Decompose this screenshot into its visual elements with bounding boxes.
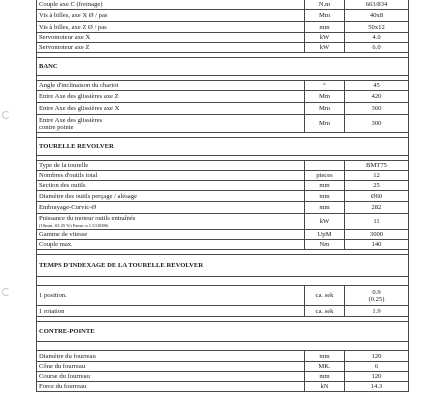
row-unit: mm — [305, 372, 345, 382]
row-label-line: Puissance du moteur outils entraînés — [39, 214, 136, 222]
row-value: 1.9 — [345, 306, 409, 317]
row-unit: Mm — [305, 91, 345, 103]
table-row — [37, 33, 409, 43]
row-value: 25 — [345, 181, 409, 191]
row-label: Entre Axe des glissières axe X — [37, 103, 305, 115]
table-row — [37, 191, 409, 202]
row-unit: kW — [305, 43, 345, 53]
row-value: 120 — [345, 351, 409, 362]
row-unit: kN — [305, 382, 345, 392]
row-unit: mm — [305, 202, 345, 214]
row-value: Ø60 — [345, 191, 409, 202]
table-row — [37, 181, 409, 191]
row-value: 11 — [345, 214, 409, 230]
row-label: Embrayage-Curvic-Ø — [37, 202, 305, 214]
row-label: Section des outils — [37, 181, 305, 191]
row-label: Angle d'inclinaison du chariot — [37, 81, 305, 91]
section-title-tourelle: TOURELLE REVOLVER — [37, 138, 409, 156]
table-row — [37, 0, 409, 10]
row-unit: mm — [305, 191, 345, 202]
table-row — [37, 306, 409, 317]
row-unit — [305, 161, 345, 171]
row-label-line: Entre Axe des glissières — [39, 116, 103, 124]
table-row — [37, 214, 409, 230]
row-unit: mm — [305, 22, 345, 33]
row-unit: Mm — [305, 115, 345, 133]
row-value: 4.0 — [345, 33, 409, 43]
table-row — [37, 103, 409, 115]
row-value: 663/834 — [345, 0, 409, 10]
row-value: 6.0 — [345, 43, 409, 53]
table-row — [37, 286, 409, 306]
section-title-contre-pointe: CONTRE-POINTE — [37, 322, 409, 342]
row-unit: kW — [305, 33, 345, 43]
row-value: 12 — [345, 171, 409, 181]
row-unit: mm — [305, 181, 345, 191]
row-label: Course du fourreau — [37, 372, 305, 382]
row-unit: N.m — [305, 0, 345, 10]
row-unit: Mm — [305, 10, 345, 22]
row-label: Gamme de vitesse — [37, 230, 305, 240]
row-label: Servomoteur axe Z — [37, 43, 305, 53]
row-label: Vis à billes, axe Z Ø / pas — [37, 22, 305, 33]
row-label-note: (10min.,S3 25 %) Fanuc α 1.5/10000i — [39, 222, 109, 228]
row-label: Servomoteur axe X — [37, 33, 305, 43]
row-value: 40x8 — [345, 10, 409, 22]
section-header-row — [37, 138, 409, 156]
row-value-line: 0.9 — [372, 288, 381, 296]
row-label-line: contre pointe — [39, 123, 74, 131]
row-unit: pieces — [305, 171, 345, 181]
table-row — [37, 230, 409, 240]
row-value: 45 — [345, 81, 409, 91]
row-value: 50x12 — [345, 22, 409, 33]
punch-hole-mark — [2, 288, 10, 296]
table-row — [37, 81, 409, 91]
row-label: Cône du fourreau — [37, 362, 305, 372]
row-label: Couple max. — [37, 240, 305, 250]
section-header-row — [37, 58, 409, 76]
row-unit: MK. — [305, 362, 345, 372]
row-label: Vis à billes, axe X Ø / pas — [37, 10, 305, 22]
table-row — [37, 240, 409, 250]
row-label: Type de la tourelle — [37, 161, 305, 171]
table-row — [37, 43, 409, 53]
row-label: 1 rotation — [37, 306, 305, 317]
row-value: BMT75 — [345, 161, 409, 171]
row-unit: kW — [305, 214, 345, 230]
row-label: Diamètre du fourreau — [37, 351, 305, 362]
row-value: 420 — [345, 91, 409, 103]
row-label: Entre Axe des glissières axe Z — [37, 91, 305, 103]
row-value: 140 — [345, 240, 409, 250]
row-label: Nombres d'outils total — [37, 171, 305, 181]
row-unit: ° — [305, 81, 345, 91]
row-value: 282 — [345, 202, 409, 214]
spacer-row — [37, 277, 409, 286]
punch-hole-mark — [2, 111, 10, 119]
section-header-row — [37, 322, 409, 342]
section-title-banc: BANC — [37, 58, 409, 76]
table-row — [37, 91, 409, 103]
spec-table — [36, 0, 409, 392]
row-value: 120 — [345, 372, 409, 382]
row-label: Diamètre des outils perçage / alésage — [37, 191, 305, 202]
row-unit: Mm — [305, 103, 345, 115]
table-row — [37, 372, 409, 382]
table-row — [37, 362, 409, 372]
table-row — [37, 171, 409, 181]
row-unit: ca. sek — [305, 286, 345, 306]
row-unit: ca. sek — [305, 306, 345, 317]
row-value: 360 — [345, 103, 409, 115]
row-label — [37, 115, 305, 133]
section-title-indexage: TEMPS D'INDEXAGE DE LA TOURELLE REVOLVER — [37, 255, 409, 277]
table-row — [37, 10, 409, 22]
table-row — [37, 382, 409, 392]
row-value — [345, 286, 409, 306]
row-label: 1 position. — [37, 286, 305, 306]
row-unit: mm — [305, 351, 345, 362]
spacer-row — [37, 342, 409, 351]
row-label: Force du fourreau — [37, 382, 305, 392]
table-row — [37, 202, 409, 214]
section-header-row — [37, 255, 409, 277]
table-row — [37, 22, 409, 33]
table-row — [37, 115, 409, 133]
table-row — [37, 351, 409, 362]
row-unit: Nm — [305, 240, 345, 250]
row-value-line: (0.25) — [368, 295, 385, 303]
row-value: 6 — [345, 362, 409, 372]
table-row — [37, 161, 409, 171]
row-value: 14.3 — [345, 382, 409, 392]
row-value: 3000 — [345, 230, 409, 240]
row-unit: UpM — [305, 230, 345, 240]
row-value: 300 — [345, 115, 409, 133]
row-label — [37, 214, 305, 230]
row-label: Couple axe C (freinage) — [37, 0, 305, 10]
